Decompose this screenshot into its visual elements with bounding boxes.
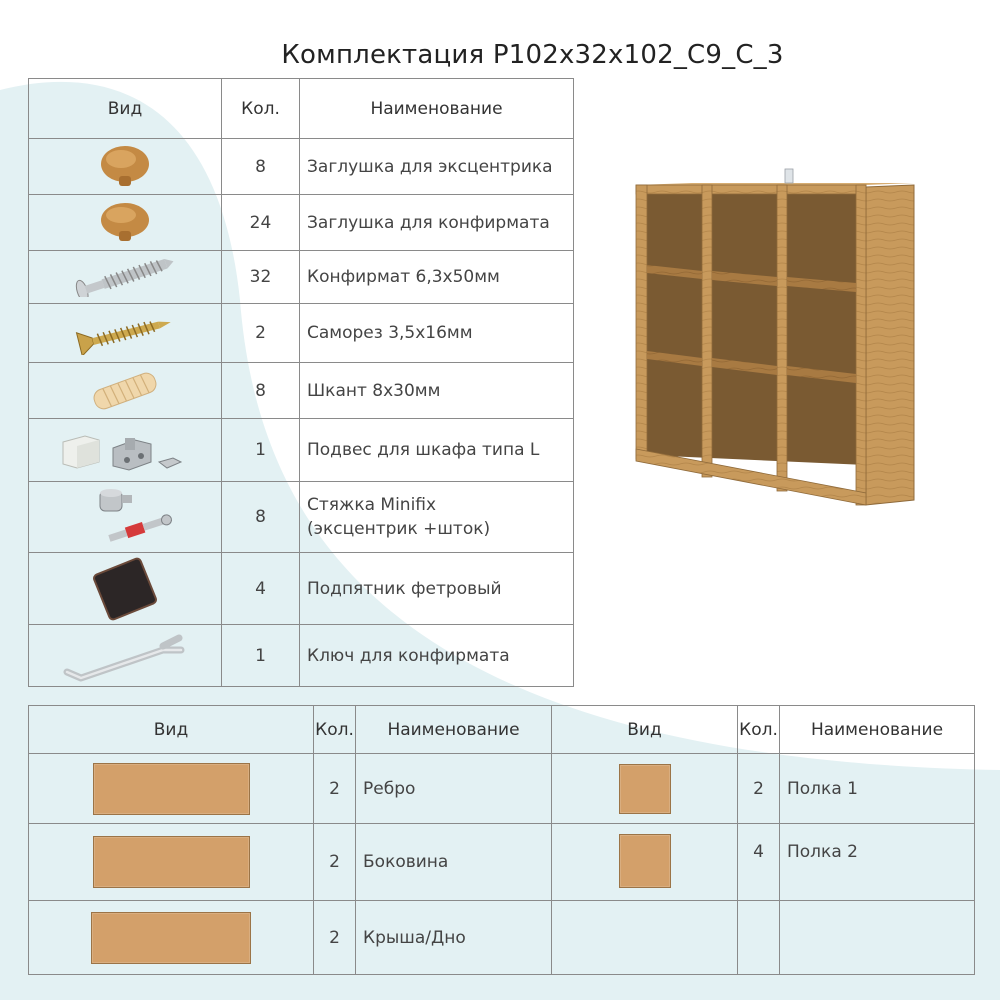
row-qty: 2 [314, 824, 356, 901]
column-header-view: Вид [29, 706, 314, 754]
row-qty: 2 [222, 304, 300, 363]
row-name: Подпятник фетровый [300, 553, 574, 625]
shelf-1-swatch [619, 764, 671, 814]
row-qty: 1 [222, 625, 300, 687]
cap-icon [95, 142, 155, 192]
felt-pad-icon [85, 557, 165, 621]
row-qty: 4 [738, 824, 780, 901]
cap-icon [95, 198, 155, 248]
shelf-unit-image [632, 165, 922, 520]
table-row [29, 754, 975, 824]
row-name: Боковина [356, 824, 552, 901]
row-qty: 8 [222, 139, 300, 195]
row-name: Заглушка для эксцентрика [300, 139, 574, 195]
row-qty: 24 [222, 195, 300, 251]
row-qty: 8 [222, 363, 300, 419]
wood-screw-icon [70, 311, 180, 355]
row-name: Подвес для шкафа типа L [300, 419, 574, 482]
hex-key-icon [55, 628, 195, 684]
row-qty: 2 [314, 754, 356, 824]
row-qty: 8 [222, 482, 300, 553]
column-header-qty: Кол. [738, 706, 780, 754]
panels-table [28, 705, 975, 975]
rib-panel-swatch [93, 763, 250, 815]
row-name: Полка 1 [780, 754, 975, 824]
table-row [29, 139, 574, 195]
table-row [29, 482, 574, 553]
row-name: Конфирмат 6,3x50мм [300, 251, 574, 304]
row-name: Полка 2 [780, 824, 975, 901]
column-header-name: Наименование [356, 706, 552, 754]
row-name: Заглушка для конфирмата [300, 195, 574, 251]
row-name: Шкант 8x30мм [300, 363, 574, 419]
table-row [29, 824, 975, 901]
row-qty: 32 [222, 251, 300, 304]
row-name-line2: (эксцентрик +шток) [307, 519, 491, 539]
column-header-view: Вид [29, 79, 222, 139]
row-name [300, 482, 574, 553]
row-name: Саморез 3,5x16мм [300, 304, 574, 363]
table-row [29, 363, 574, 419]
column-header-name: Наименование [780, 706, 975, 754]
row-name: Ребро [356, 754, 552, 824]
shelf-2-swatch [619, 834, 671, 888]
side-panel-swatch [93, 836, 250, 888]
row-qty: 1 [222, 419, 300, 482]
row-name: Ключ для конфирмата [300, 625, 574, 687]
column-header-qty: Кол. [222, 79, 300, 139]
dowel-icon [85, 369, 165, 413]
table-row [29, 251, 574, 304]
top-bottom-panel-swatch [91, 912, 251, 964]
row-qty: 4 [222, 553, 300, 625]
page-title: Комплектация Р102x32x102_С9_С_3 [281, 40, 784, 70]
row-qty: 2 [314, 901, 356, 975]
column-header-view: Вид [552, 706, 738, 754]
cabinet-hanger-icon [55, 422, 195, 478]
table-row [29, 419, 574, 482]
column-header-qty: Кол. [314, 706, 356, 754]
table-row [29, 625, 574, 687]
hardware-table [28, 78, 574, 687]
row-name-line1: Стяжка Minifix [307, 495, 437, 515]
confirmat-screw-icon [70, 257, 180, 297]
column-header-name: Наименование [300, 79, 574, 139]
table-row [29, 553, 574, 625]
table-row [29, 304, 574, 363]
minifix-icon [70, 485, 180, 549]
table-row [29, 901, 975, 975]
row-qty: 2 [738, 754, 780, 824]
table-row [29, 195, 574, 251]
row-name: Крыша/Дно [356, 901, 552, 975]
